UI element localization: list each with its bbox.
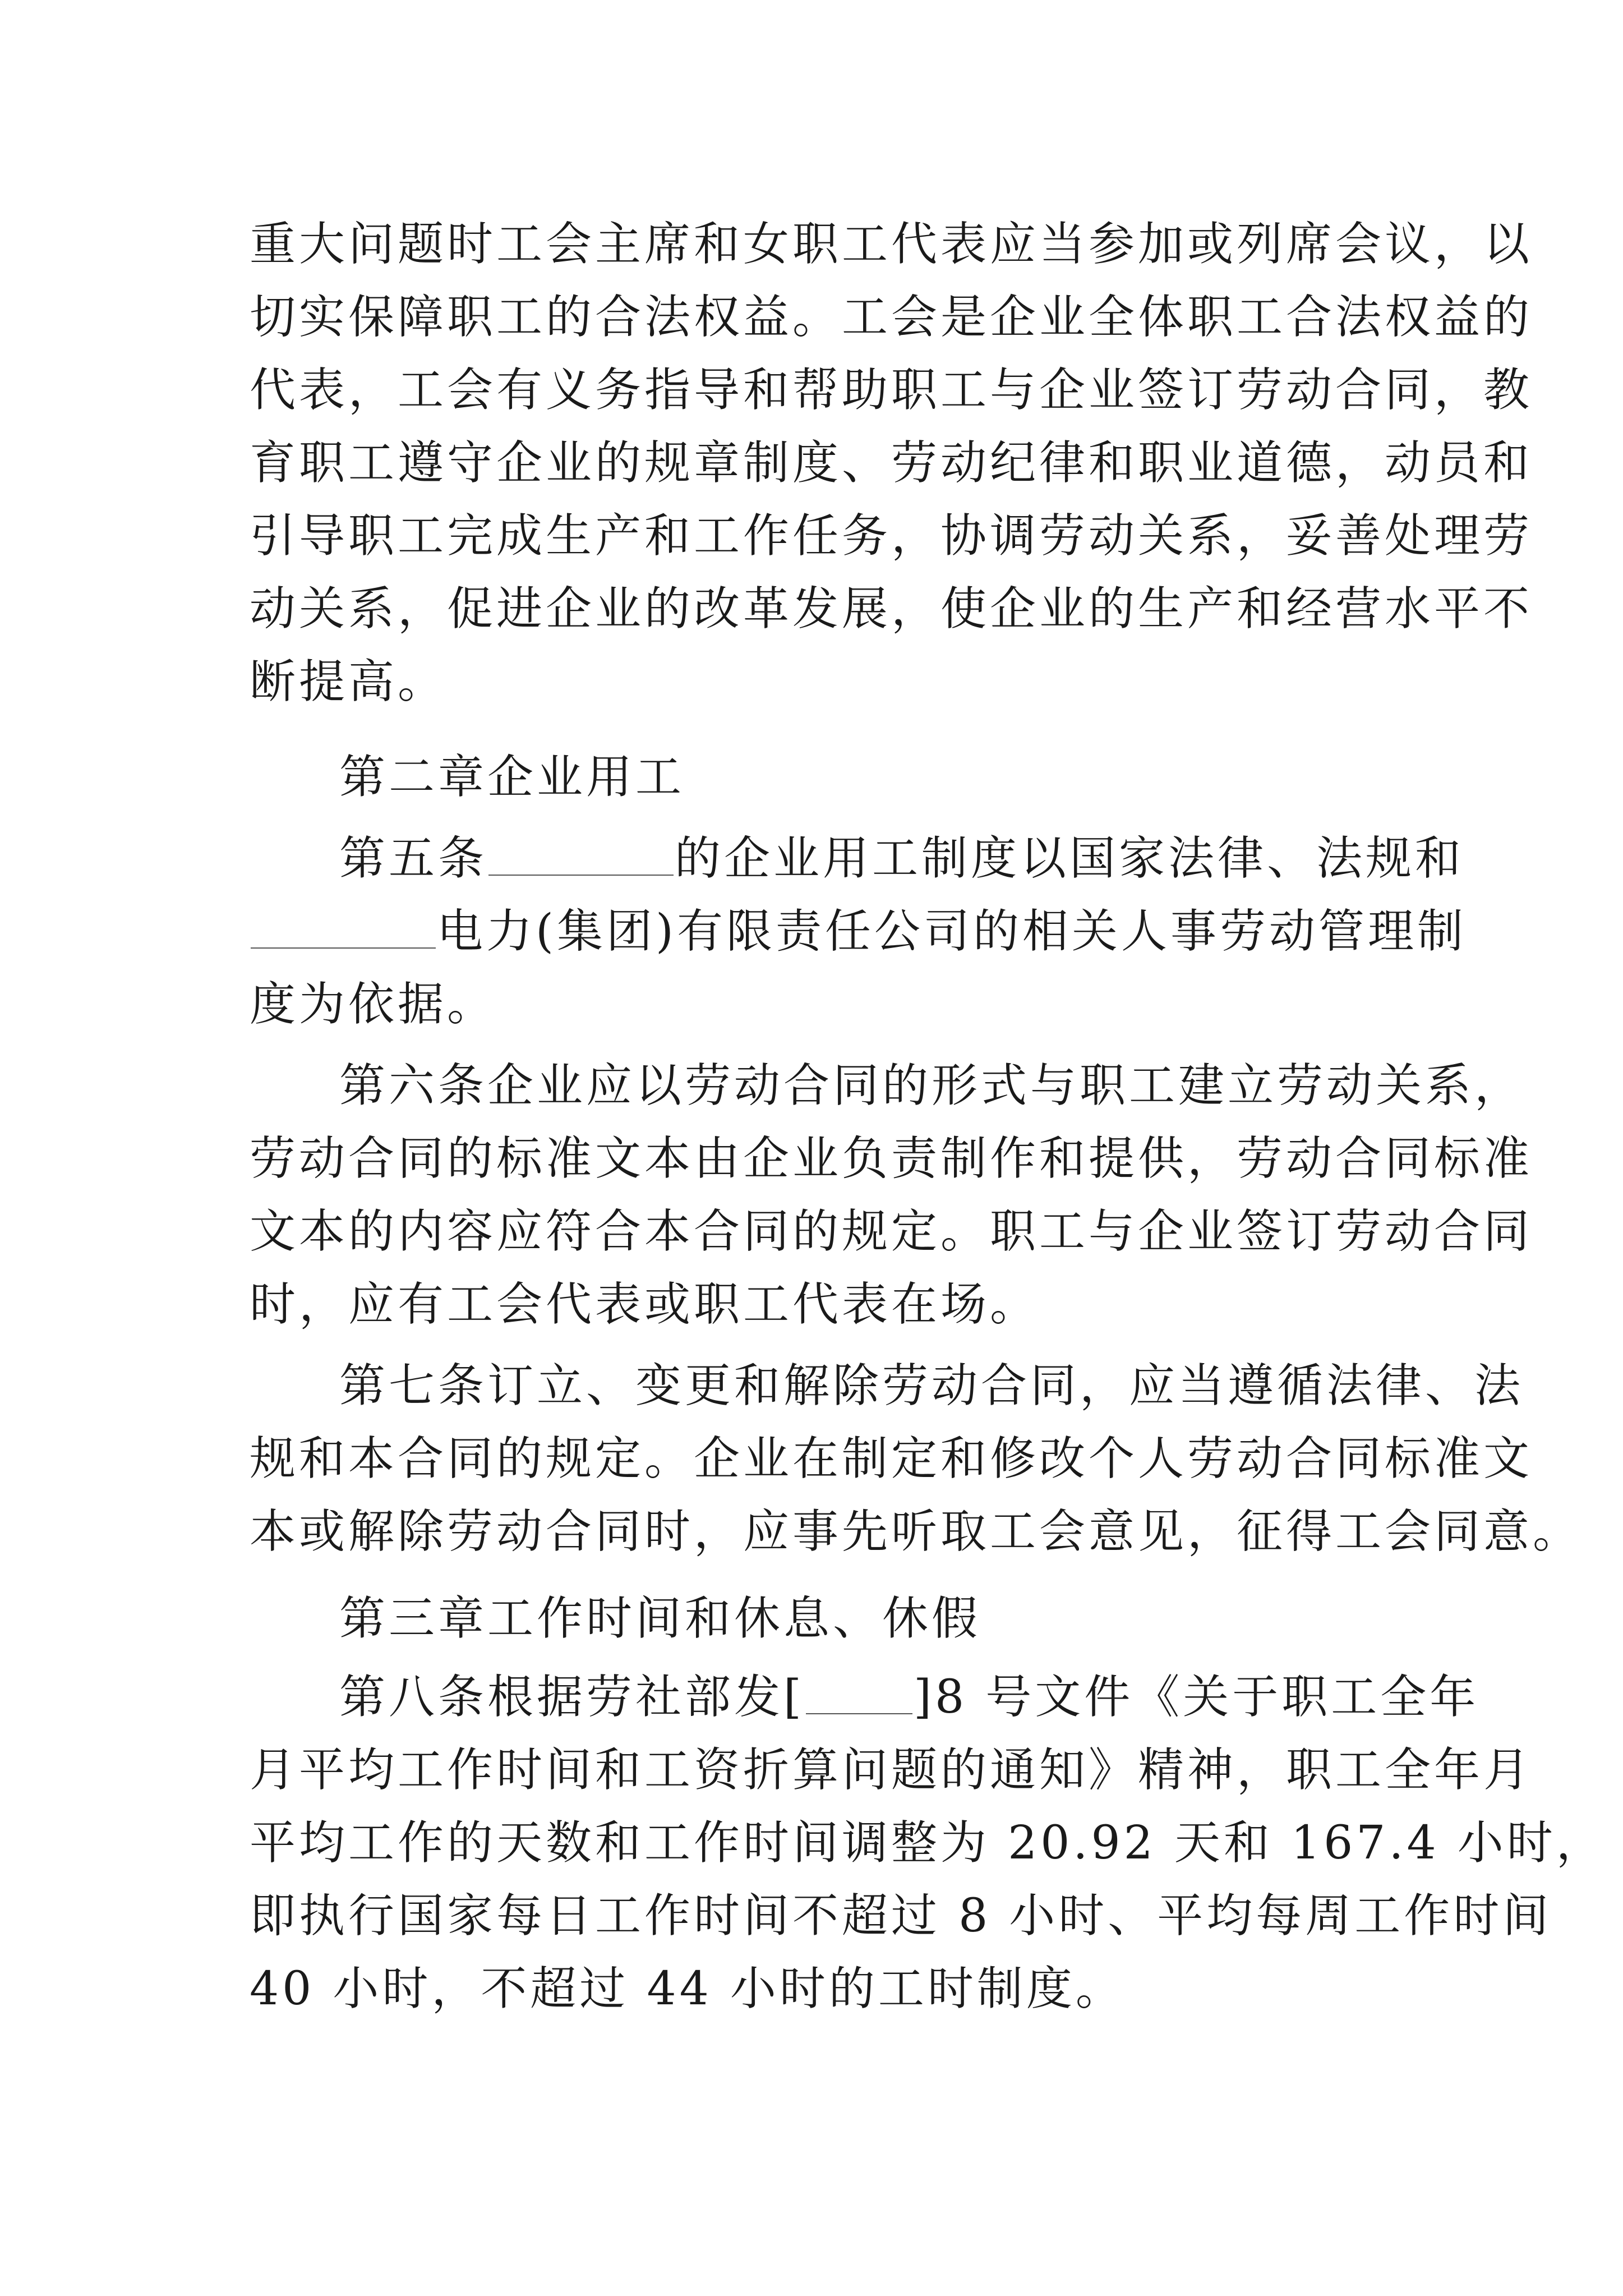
fill-blank bbox=[806, 1712, 912, 1714]
text-line: 第七条订立、变更和解除劳动合同，应当遵循法律、法 bbox=[339, 1359, 1524, 1412]
fill-blank bbox=[488, 873, 674, 876]
text-line: 时，应有工会代表或职工代表在场。 bbox=[250, 1278, 1040, 1331]
article-number: 第五条 bbox=[339, 832, 488, 885]
article-line bbox=[339, 822, 1464, 896]
text-line: 月平均工作时间和工资折算问题的通知》精神，职工全年月 bbox=[250, 1743, 1533, 1797]
text-line: 劳动合同的标准文本由企业负责制作和提供，劳动合同标准 bbox=[250, 1132, 1533, 1185]
text-line: 平均工作的天数和工作时间调整为 20.92 天和 167.4 小时， bbox=[250, 1816, 1606, 1870]
chapter-heading: 第二章企业用工 bbox=[339, 751, 685, 804]
text-line: 文本的内容应符合本合同的规定。职工与企业签订劳动合同 bbox=[250, 1205, 1533, 1258]
text-line: 引导职工完成生产和工作任务，协调劳动关系，妥善处理劳 bbox=[250, 509, 1533, 563]
text-line: 切实保障职工的合法权益。工会是企业全体职工合法权益的 bbox=[250, 291, 1533, 344]
text-line: 度为依据。 bbox=[250, 978, 497, 1031]
text-line: 本或解除劳动合同时，应事先听取工会意见，征得工会同意。 bbox=[250, 1505, 1583, 1558]
text-segment: 电力(集团)有限责任公司的相关人事劳动管理制 bbox=[437, 905, 1467, 958]
text-line: 即执行国家每日工作时间不超过 8 小时、平均每周工作时间 bbox=[250, 1889, 1552, 1943]
text-line: 动关系，促进企业的改革发展，使企业的生产和经营水平不 bbox=[250, 582, 1533, 636]
text-segment: 的企业用工制度以国家法律、法规和 bbox=[675, 832, 1465, 885]
text-line: 重大问题时工会主席和女职工代表应当参加或列席会议，以 bbox=[250, 218, 1533, 271]
article-line bbox=[250, 895, 1467, 969]
fill-blank bbox=[251, 946, 436, 949]
chapter-heading: 第三章工作时间和休息、休假 bbox=[339, 1592, 981, 1645]
text-segment: ]8 号文件《关于职工全年 bbox=[914, 1671, 1479, 1724]
text-line: 第六条企业应以劳动合同的形式与职工建立劳动关系， bbox=[339, 1059, 1524, 1112]
text-line: 断提高。 bbox=[250, 655, 448, 708]
text-line: 育职工遵守企业的规章制度、劳动纪律和职业道德，动员和 bbox=[250, 436, 1533, 490]
text-line: 规和本合同的规定。企业在制定和修改个人劳动合同标准文 bbox=[250, 1432, 1533, 1485]
text-segment: 第八条根据劳社部发[ bbox=[339, 1671, 805, 1724]
article-line bbox=[339, 1660, 1479, 1734]
text-line: 代表，工会有义务指导和帮助职工与企业签订劳动合同，教 bbox=[250, 364, 1533, 417]
text-line: 40 小时，不超过 44 小时的工时制度。 bbox=[250, 1962, 1125, 2016]
